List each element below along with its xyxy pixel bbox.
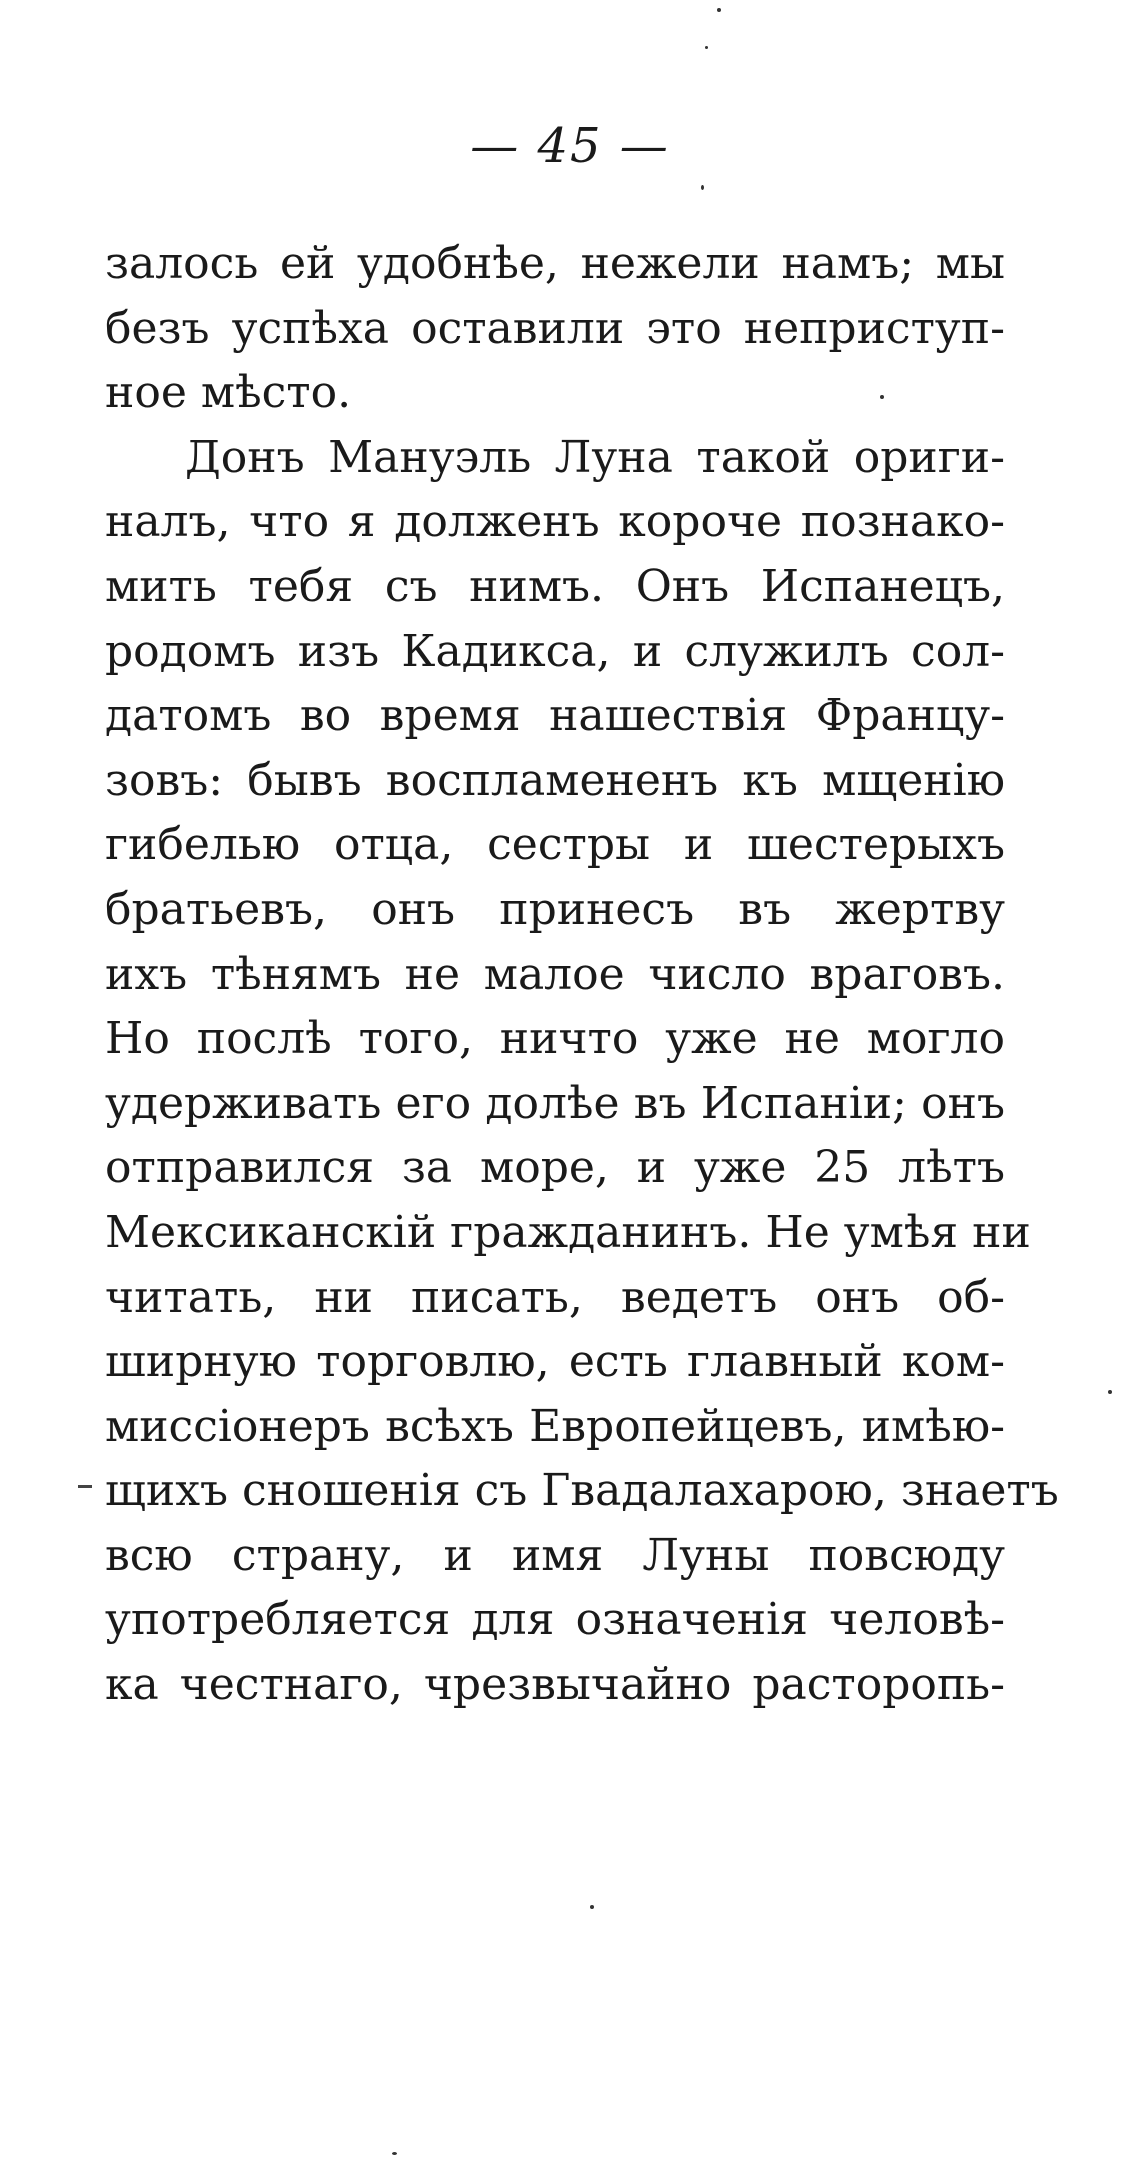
print-speck xyxy=(1108,1390,1112,1394)
text-line: миссіонеръ всѣхъ Европейцевъ, имѣю- xyxy=(105,1400,1005,1452)
print-speck xyxy=(701,185,704,190)
paragraph-2 xyxy=(105,426,1059,1718)
print-speck xyxy=(880,395,884,399)
text-line: налъ, что я долженъ короче познако- xyxy=(105,496,1005,548)
text-line: ное мѣсто. xyxy=(105,367,352,419)
text-line: читать, ни писать, ведетъ онъ об- xyxy=(105,1271,1005,1323)
text-line: мить тебя съ нимъ. Онъ Испанецъ, xyxy=(105,560,1005,612)
text-line: зовъ: бывъ воспламененъ къ мщенію xyxy=(105,754,1005,806)
text-line: безъ успѣха оставили это неприступ- xyxy=(105,302,1005,354)
text-line: Но послѣ того, ничто уже не могло xyxy=(105,1013,1005,1065)
text-line: всю страну, и имя Луны повсюду xyxy=(105,1529,1005,1581)
text-line: ка честнаго, чрезвычайно расторопь- xyxy=(105,1659,1005,1711)
print-speck xyxy=(392,2152,397,2155)
print-speck xyxy=(590,1905,594,1909)
margin-mark xyxy=(78,1485,92,1488)
text-line: гибелью отца, сестры и шестерыхъ xyxy=(105,819,1005,871)
text-line: щихъ сношенія съ Гвадалахарою, знаетъ xyxy=(105,1465,1059,1517)
text-line: удерживать его долѣе въ Испаніи; онъ xyxy=(105,1077,1005,1129)
text-line: Мексиканскій гражданинъ. Не умѣя ни xyxy=(105,1206,1031,1258)
text-line: датомъ во время нашествія Францу- xyxy=(105,690,1005,742)
print-speck xyxy=(705,46,708,49)
text-line: отправился за море, и уже 25 лѣтъ xyxy=(105,1142,1005,1194)
text-line: братьевъ, онъ принесъ въ жертву xyxy=(105,883,1005,935)
text-line: Донъ Мануэль Луна такой ориги- xyxy=(185,431,1005,483)
text-line: ихъ тѣнямъ не малое число враговъ. xyxy=(105,948,1005,1000)
text-line: залось ей удобнѣе, нежели намъ; мы xyxy=(105,238,1005,289)
text-line: родомъ изъ Кадикса, и служилъ сол- xyxy=(105,625,1005,677)
print-speck xyxy=(717,8,721,12)
page-number: — 45 — xyxy=(470,118,670,174)
text-line: употребляется для означенія человѣ- xyxy=(105,1594,1005,1646)
body-text xyxy=(105,232,1059,1718)
paragraph-1 xyxy=(105,232,1005,426)
text-line: ширную торговлю, есть главный ком- xyxy=(105,1336,1005,1388)
